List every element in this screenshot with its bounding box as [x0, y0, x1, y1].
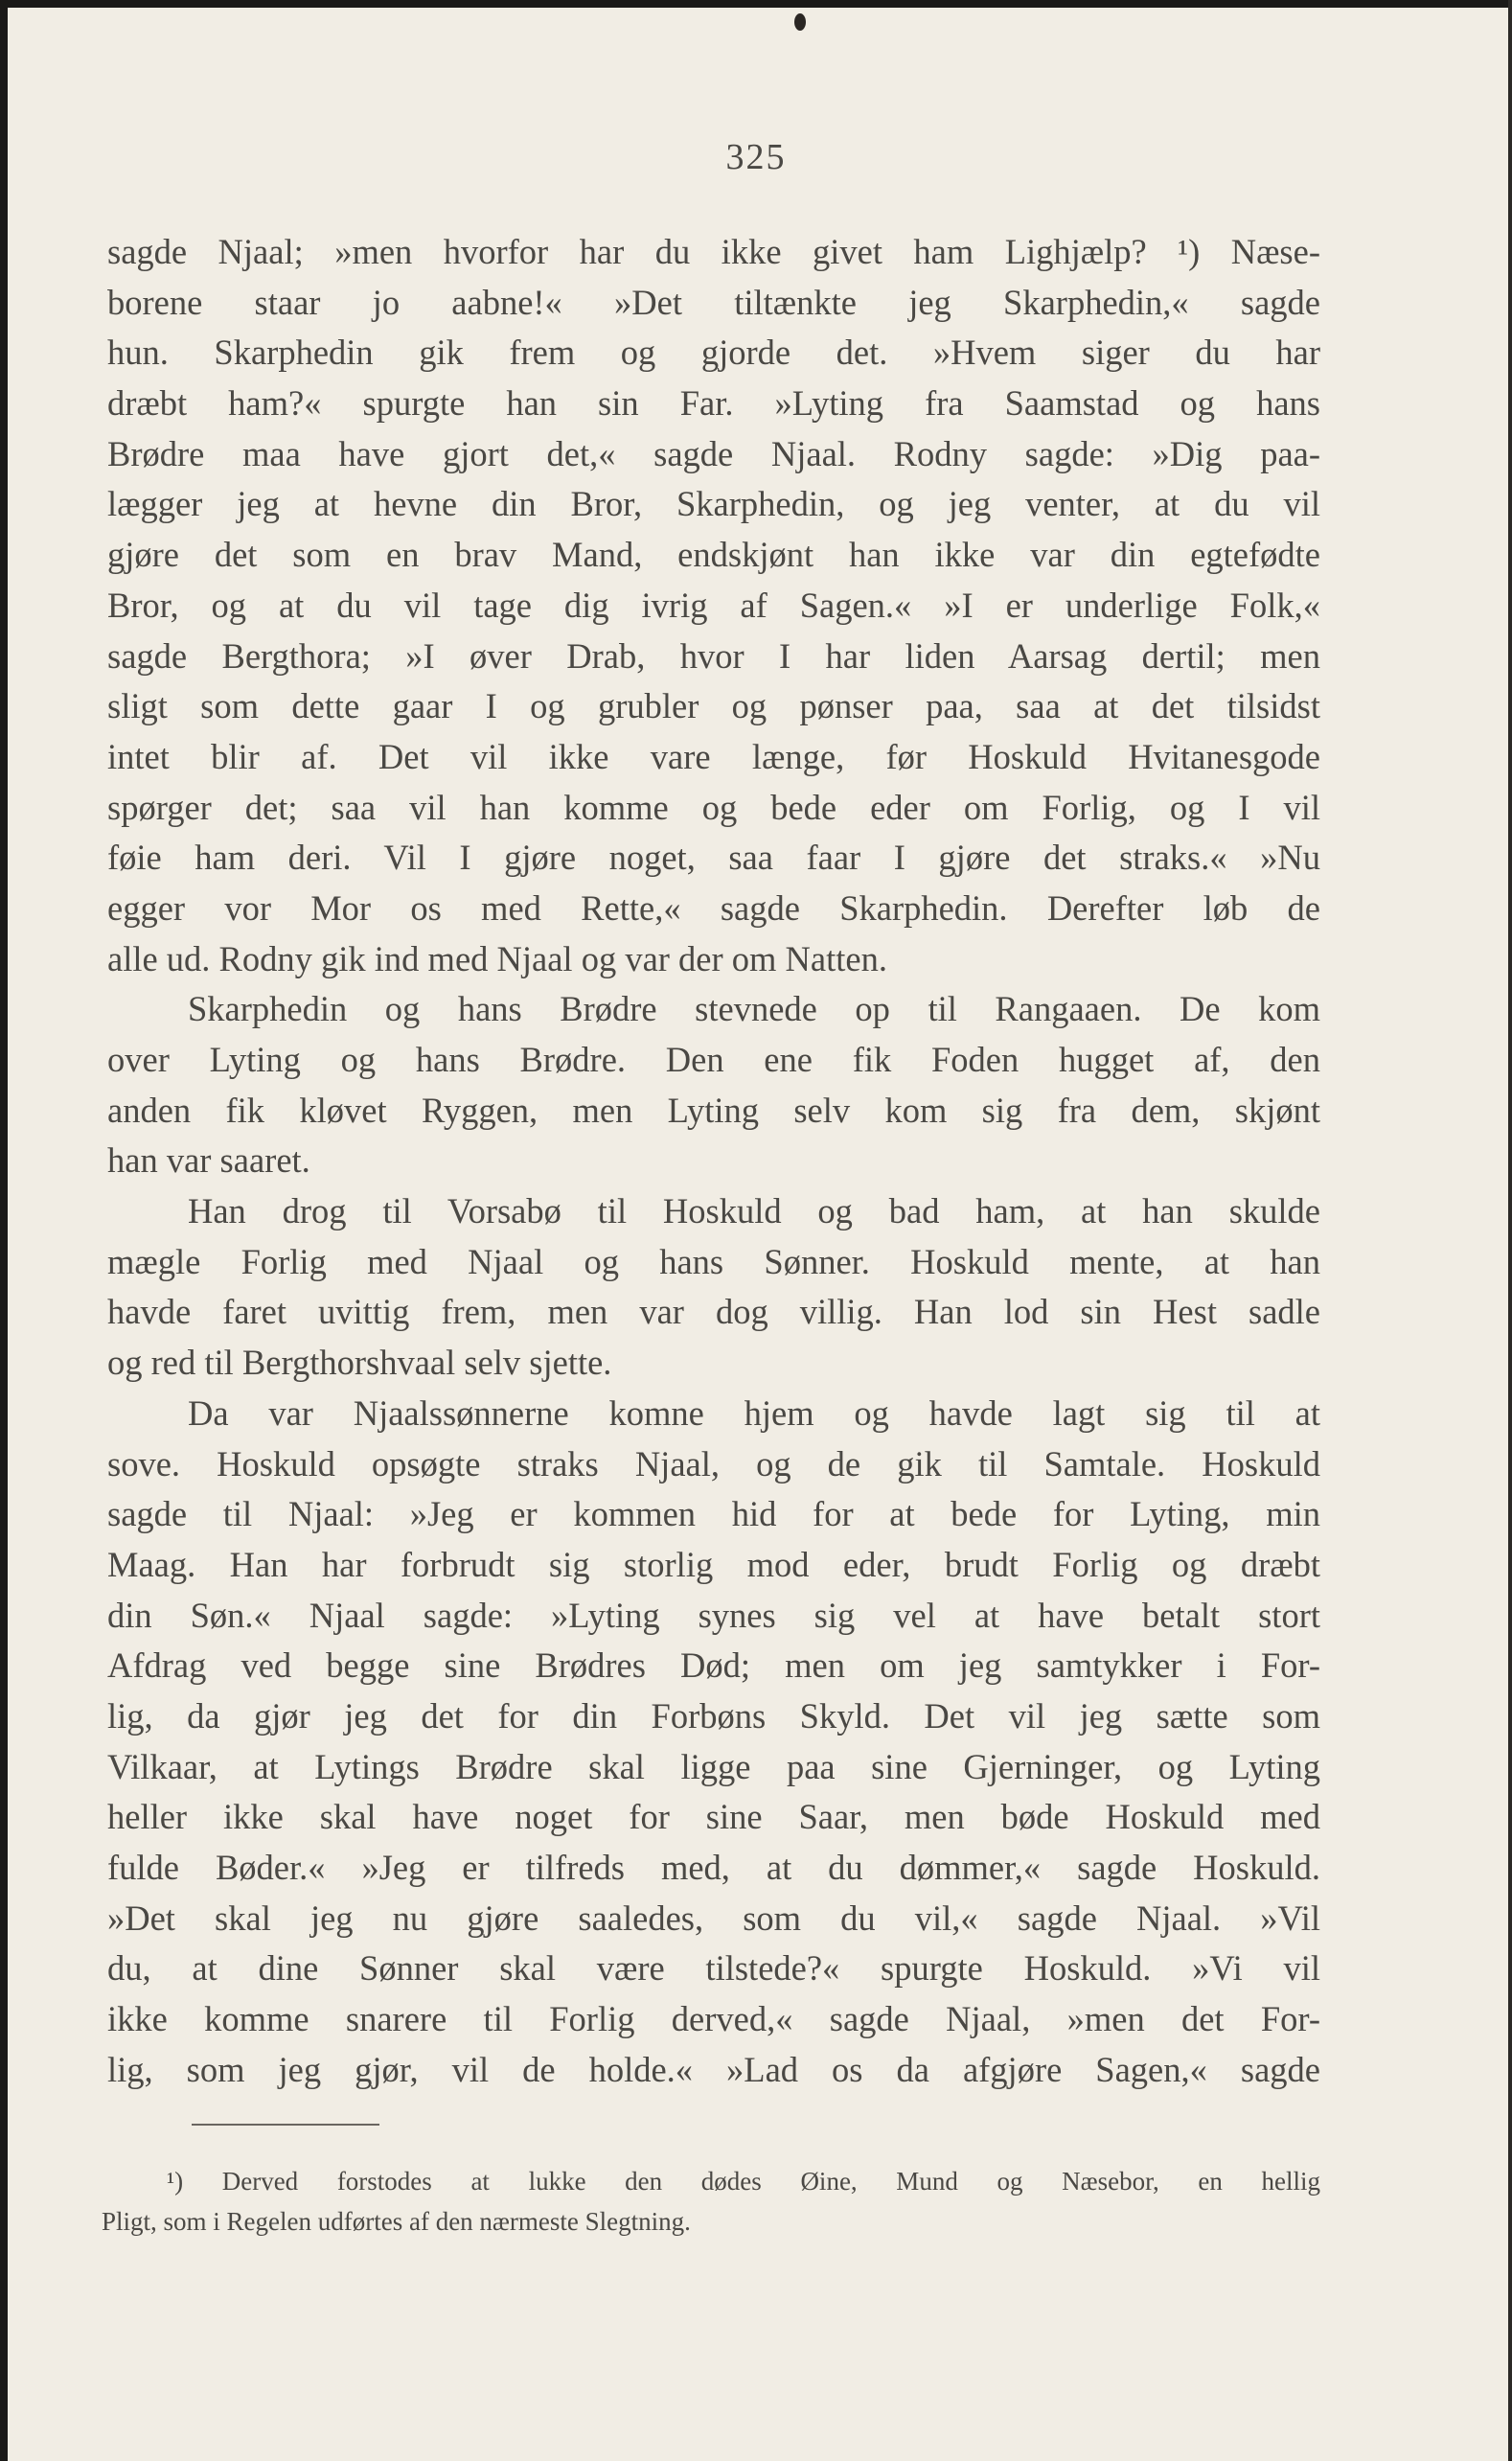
- text-line: intet blir af. Det vil ikke vare længe, før Hoskuld Hvitanesgode: [107, 736, 1320, 776]
- text-line: mægle Forlig med Njaal og hans Sønner. Hoskuld mente, at han: [107, 1241, 1320, 1281]
- text-line: over Lyting og hans Brødre. Den ene fik Foden hugget af, den: [107, 1040, 1320, 1079]
- text-line: alle ud. Rodny gik ind med Njaal og var der om Natten.: [107, 938, 887, 978]
- text-line: gjøre det som en brav Mand, endskjønt han ikke var din egtefødte: [107, 535, 1320, 575]
- text-line: dræbt ham?« spurgte han sin Far. »Lyting fra Saamstad og hans: [107, 383, 1320, 424]
- paragraph: [107, 227, 1320, 984]
- text-line: føie ham deri. Vil I gjøre noget, saa faar I gjøre det straks.« »Nu: [107, 838, 1320, 878]
- ink-speck: [794, 13, 806, 31]
- text-line: anden fik kløvet Ryggen, men Lyting selv kom sig fra dem, skjønt: [107, 1090, 1320, 1130]
- paragraph: [107, 1389, 1320, 2096]
- text-line: Skarphedin og hans Brødre stevnede op til Rangaaen. De kom: [188, 989, 1320, 1029]
- footnote: [102, 2161, 1320, 2242]
- text-line: Han drog til Vorsabø til Hoskuld og bad ham, at han skulde: [188, 1191, 1320, 1231]
- text-line: »Det skal jeg nu gjøre saaledes, som du vil,« sagde Njaal. »Vil: [107, 1898, 1320, 1938]
- text-line: sagde Njaal; »men hvorfor har du ikke givet ham Lighjælp? ¹) Næse-: [107, 232, 1320, 271]
- text-line: du, at dine Sønner skal være tilstede?« spurgte Hoskuld. »Vi vil: [107, 1948, 1320, 1989]
- text-line: han var saaret.: [107, 1140, 310, 1181]
- text-line: Bror, og at du vil tage dig ivrig af Sagen.« »I er underlige Folk,«: [107, 585, 1320, 625]
- text-line: Da var Njaalssønnerne komne hjem og havde lagt sig til at: [188, 1392, 1320, 1433]
- body-text: [107, 227, 1320, 2095]
- text-line: sove. Hoskuld opsøgte straks Njaal, og de gik til Samtale. Hoskuld: [107, 1443, 1320, 1484]
- footnote-rule: [192, 2124, 379, 2126]
- text-line: sagde til Njaal: »Jeg er kommen hid for at bede for Lyting, min: [107, 1494, 1320, 1534]
- text-line: og red til Bergthorshvaal selv sjette.: [107, 1343, 612, 1383]
- text-line: spørger det; saa vil han komme og bede eder om Forlig, og I vil: [107, 787, 1320, 827]
- footnote-line: Pligt, som i Regelen udførtes af den nærmeste Slegtning.: [102, 2207, 691, 2236]
- text-line: lægger jeg at hevne din Bror, Skarphedin, og jeg venter, at du vil: [107, 484, 1320, 524]
- text-line: havde faret uvittig frem, men var dog villig. Han lod sin Hest sadle: [107, 1292, 1320, 1332]
- text-line: Vilkaar, at Lytings Brødre skal ligge paa sine Gjerninger, og Lyting: [107, 1746, 1320, 1786]
- text-line: fulde Bøder.« »Jeg er tilfreds med, at du dømmer,« sagde Hoskuld.: [107, 1848, 1320, 1887]
- text-line: hun. Skarphedin gik frem og gjorde det. »Hvem siger du har: [107, 333, 1320, 373]
- text-line: heller ikke skal have noget for sine Saar, men bøde Hoskuld med: [107, 1797, 1320, 1837]
- scan-border-right: [1508, 0, 1512, 2461]
- paragraph: [107, 984, 1320, 1186]
- text-line: sligt som dette gaar I og grubler og pønser paa, saa at det tilsidst: [107, 686, 1320, 726]
- paragraph: [107, 1186, 1320, 1389]
- text-line: lig, da gjør jeg det for din Forbøns Skyld. Det vil jeg sætte som: [107, 1695, 1320, 1736]
- scan-border-left: [0, 0, 8, 2461]
- text-line: Afdrag ved begge sine Brødres Død; men om jeg samtykker i For-: [107, 1645, 1320, 1686]
- text-line: Brødre maa have gjort det,« sagde Njaal. Rodny sagde: »Dig paa-: [107, 433, 1320, 473]
- footnote-line: ¹) Derved forstodes at lukke den dødes Øine, Mund og Næsebor, en hellig: [167, 2167, 1320, 2196]
- text-line: egger vor Mor os med Rette,« sagde Skarphedin. Derefter løb de: [107, 887, 1320, 928]
- scan-border-top: [0, 0, 1512, 8]
- text-line: borene staar jo aabne!« »Det tiltænkte jeg Skarphedin,« sagde: [107, 282, 1320, 322]
- text-line: lig, som jeg gjør, vil de holde.« »Lad os da afgjøre Sagen,« sagde: [107, 2049, 1320, 2089]
- page-number: 325: [725, 137, 787, 177]
- text-line: sagde Bergthora; »I øver Drab, hvor I har liden Aarsag dertil; men: [107, 635, 1320, 676]
- text-line: Maag. Han har forbrudt sig storlig mod eder, brudt Forlig og dræbt: [107, 1544, 1320, 1584]
- text-line: din Søn.« Njaal sagde: »Lyting synes sig vel at have betalt stort: [107, 1595, 1320, 1635]
- text-line: ikke komme snarere til Forlig derved,« sagde Njaal, »men det For-: [107, 1999, 1320, 2039]
